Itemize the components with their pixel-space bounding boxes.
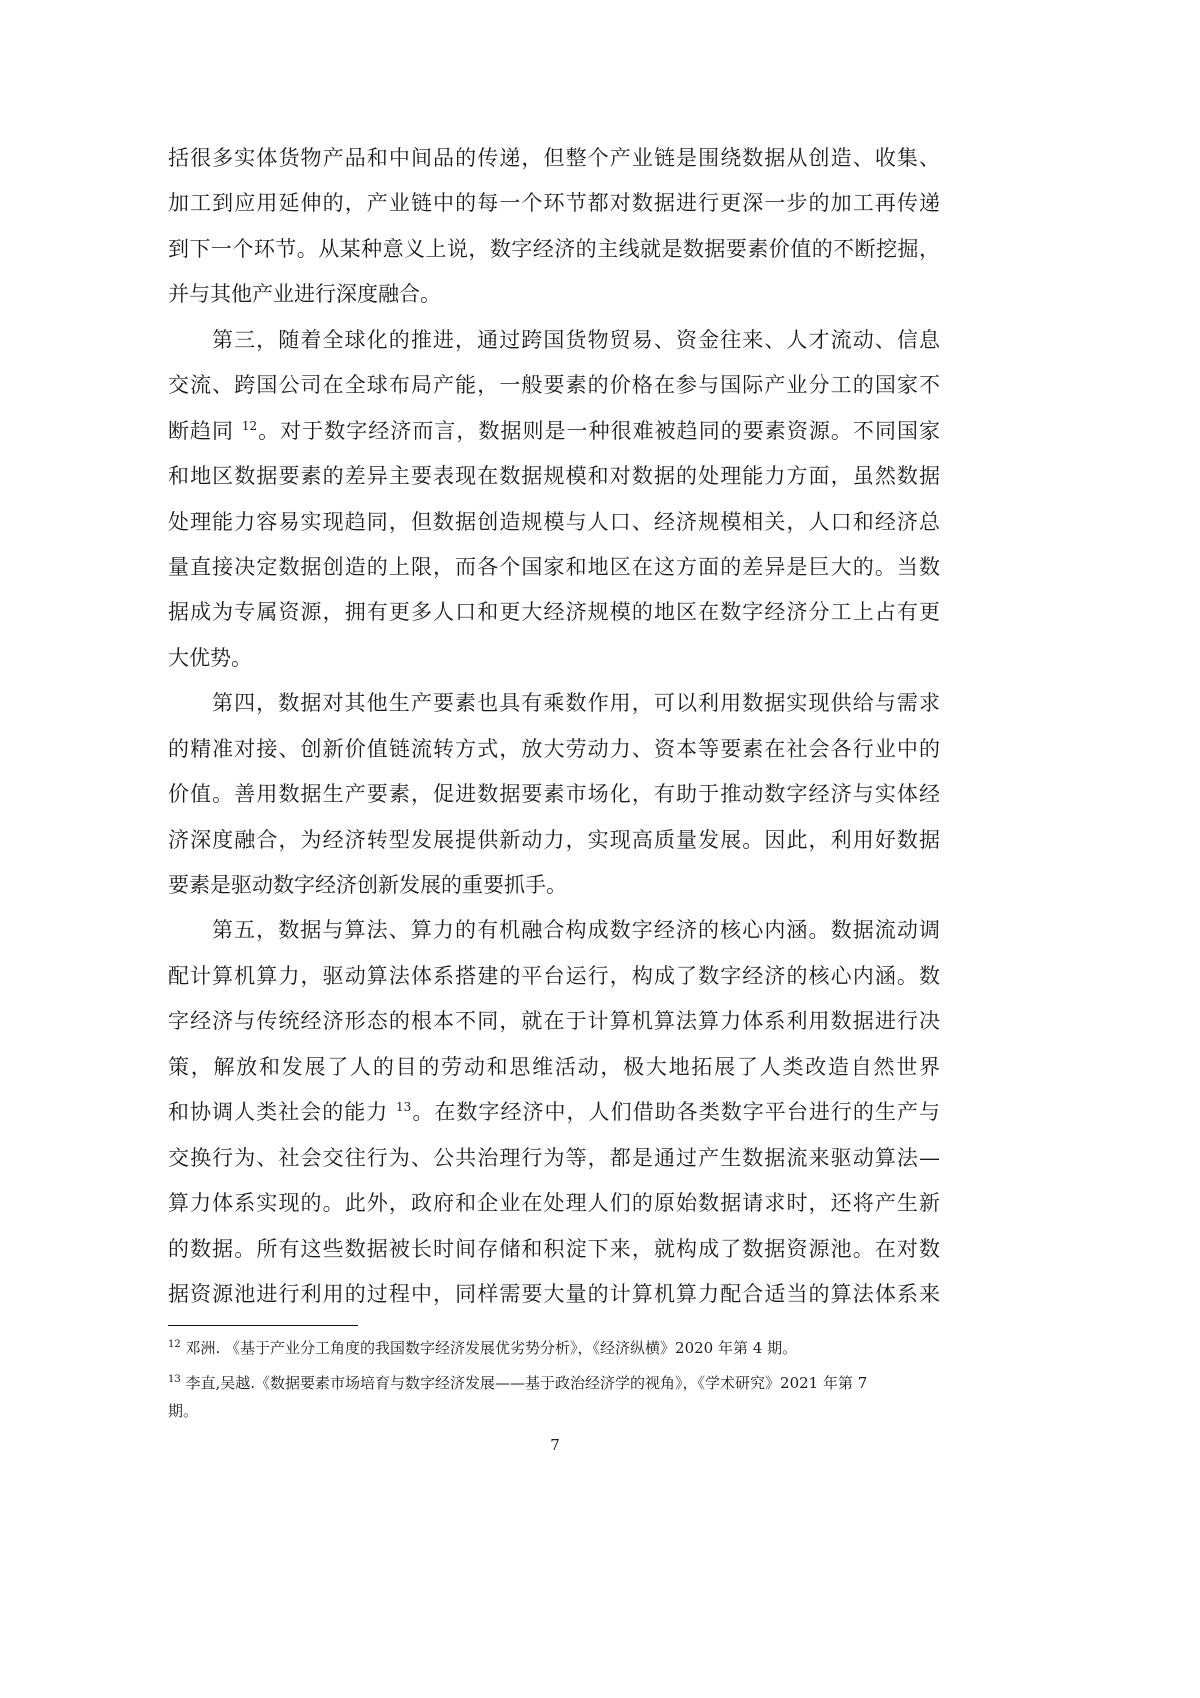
text-segment: 和协调人类社会的能力 (168, 1100, 389, 1125)
text-line: 第四，数据对其他生产要素也具有乘数作用，可以利用数据实现供给与需求 (212, 691, 940, 716)
text-line: 量直接决定数据创造的上限，而各个国家和地区在这方面的差异是巨大的。当数 (168, 554, 940, 579)
text-line: 交换行为、社会交往行为、公共治理行为等，都是通过产生数据流来驱动算法— (168, 1145, 940, 1170)
page-number: 7 (550, 1436, 560, 1454)
footnote-text: 李直,吴越.《数据要素市场培育与数字经济发展——基于政治经济学的视角》，《学术研究》2021 年第 7 (180, 1374, 868, 1392)
text-line: 据资源池进行利用的过程中，同样需要大量的计算机算力配合适当的算法体系来 (168, 1281, 940, 1306)
footnote-number: 12 (168, 1339, 181, 1350)
text-line: 第五，数据与算法、算力的有机融合构成数字经济的核心内涵。数据流动调 (212, 918, 940, 943)
footnote-text-cont: 期。 (168, 1402, 199, 1420)
footnote-divider (168, 1325, 358, 1326)
paragraph-third-point (168, 318, 940, 682)
footnote-12 (168, 1334, 940, 1362)
footnote-text: 邓洲. 《基于产业分工角度的我国数字经济发展优劣势分析》，《经济纵横》2020 年第 4 期。 (180, 1339, 798, 1357)
text-line: 字经济与传统经济形态的根本不同，就在于计算机算法算力体系利用数据进行决 (168, 1009, 940, 1034)
text-segment: 。在数字经济中，人们借助各类数字平台进行的生产与 (411, 1100, 940, 1125)
text-line: 策，解放和发展了人的目的劳动和思维活动，极大地拓展了人类改造自然世界 (168, 1054, 940, 1079)
text-line: 济深度融合，为经济转型发展提供新动力，实现高质量发展。因此，利用好数据 (168, 827, 940, 852)
text-line (168, 409, 940, 454)
body-text (168, 136, 940, 1317)
text-line: 括很多实体货物产品和中间品的传递，但整个产业链是围绕数据从创造、收集、 (168, 146, 940, 170)
paragraph-fifth-point (168, 908, 940, 1317)
text-line: 算力体系实现的。此外，政府和企业在处理人们的原始数据请求时，还将产生新 (168, 1191, 940, 1216)
text-line (168, 1090, 940, 1135)
footnote-ref-12[interactable]: 12 (241, 418, 258, 433)
text-line: 的数据。所有这些数据被长时间存储和积淀下来，就构成了数据资源池。在对数 (168, 1236, 940, 1261)
text-line: 第三，随着全球化的推进，通过跨国货物贸易、资金往来、人才流动、信息 (212, 327, 940, 352)
text-line: 价值。善用数据生产要素，促进数据要素市场化，有助于推动数字经济与实体经 (168, 782, 940, 807)
text-line: 配计算机算力，驱动算法体系搭建的平台运行，构成了数字经济的核心内涵。数 (168, 963, 940, 988)
text-line: 并与其他产业进行深度融合。 (168, 282, 441, 307)
footnote-13 (168, 1369, 940, 1425)
text-line: 据成为专属资源，拥有更多人口和更大经济规模的地区在数字经济分工上占有更 (168, 600, 940, 625)
text-line: 和地区数据要素的差异主要表现在数据规模和对数据的处理能力方面，虽然数据 (168, 464, 940, 489)
text-line: 大优势。 (168, 645, 252, 670)
text-line: 要素是驱动数字经济创新发展的重要抓手。 (168, 873, 567, 897)
text-line: 到下一个环节。从某种意义上说，数字经济的主线就是数据要素价值的不断挖掘， (168, 236, 940, 261)
footnote-ref-13[interactable]: 13 (396, 1100, 412, 1115)
text-line: 的精准对接、创新价值链流转方式，放大劳动力、资本等要素在社会各行业中的 (168, 736, 940, 761)
text-segment: 断趋同 (168, 418, 235, 443)
footnote-number: 13 (168, 1374, 181, 1385)
text-line: 处理能力容易实现趋同，但数据创造规模与人口、经济规模相关，人口和经济总 (168, 509, 940, 534)
paragraph-1 (168, 136, 940, 318)
paragraph-fourth-point (168, 681, 940, 908)
text-line: 加工到应用延伸的，产业链中的每一个环节都对数据进行更深一步的加工再传递 (168, 191, 940, 216)
text-line: 交流、跨国公司在全球布局产能，一般要素的价格在参与国际产业分工的国家不 (168, 373, 940, 398)
text-segment: 。对于数字经济而言，数据则是一种很难被趋同的要素资源。不同国家 (257, 418, 940, 443)
